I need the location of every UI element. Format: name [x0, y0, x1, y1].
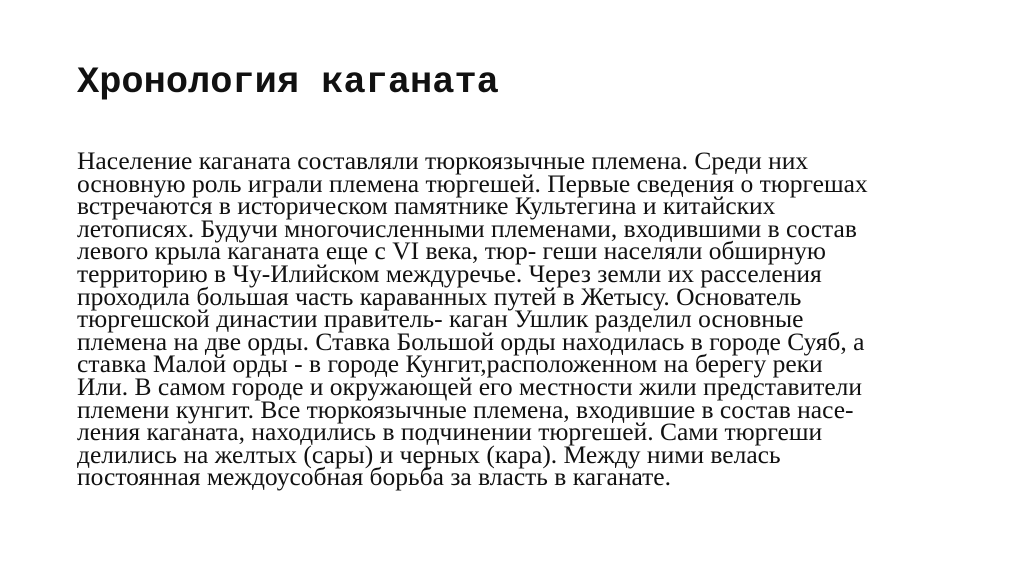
slide-title: Хронология каганата: [77, 62, 499, 104]
slide-body-paragraph: [77, 146, 957, 492]
paragraph-line: летописях. Будучи многочисленными племенами, входившими в состав: [77, 213, 857, 243]
paragraph-line: племени кунгит. Все тюркоязычные племена, входившие в состав насе-: [77, 394, 854, 424]
paragraph-line: основную роль играли племена тюргешей. Первые сведения о тюргешах: [77, 168, 868, 198]
paragraph-line: Или. В самом городе и окружающей его местности жили представители: [77, 371, 863, 401]
paragraph-line: Население каганата составляли тюркоязычные племена. Среди них: [77, 146, 809, 175]
paragraph-line: ления каганата, находились в подчинении тюргешей. Сами тюргеши: [77, 417, 823, 447]
paragraph-line: территорию в Чу-Илийском междуречье. Через земли их расселения: [77, 258, 822, 288]
paragraph-line: постоянная междоусобная борьба за власть в каганате.: [77, 462, 671, 492]
paragraph-line: племена на две орды. Ставка Большой орды находилась в городе Суяб, а: [77, 326, 865, 356]
paragraph-line: тюргешской династии правитель- каган Ушлик разделил основные: [77, 304, 804, 334]
paragraph-line: встречаются в историческом памятнике Культегина и китайских: [77, 191, 776, 221]
paragraph-line: делились на желтых (сары) и черных (кара). Между ними велась: [77, 439, 781, 469]
paragraph-line: левого крыла каганата еще с VI века, тюр- геши населяли обширную: [77, 236, 826, 266]
paragraph-line: проходила большая часть караванных путей в Жетысу. Основатель: [77, 281, 802, 311]
paragraph-line: ставка Малой орды - в городе Кунгит,расположенном на берегу реки: [77, 349, 823, 379]
